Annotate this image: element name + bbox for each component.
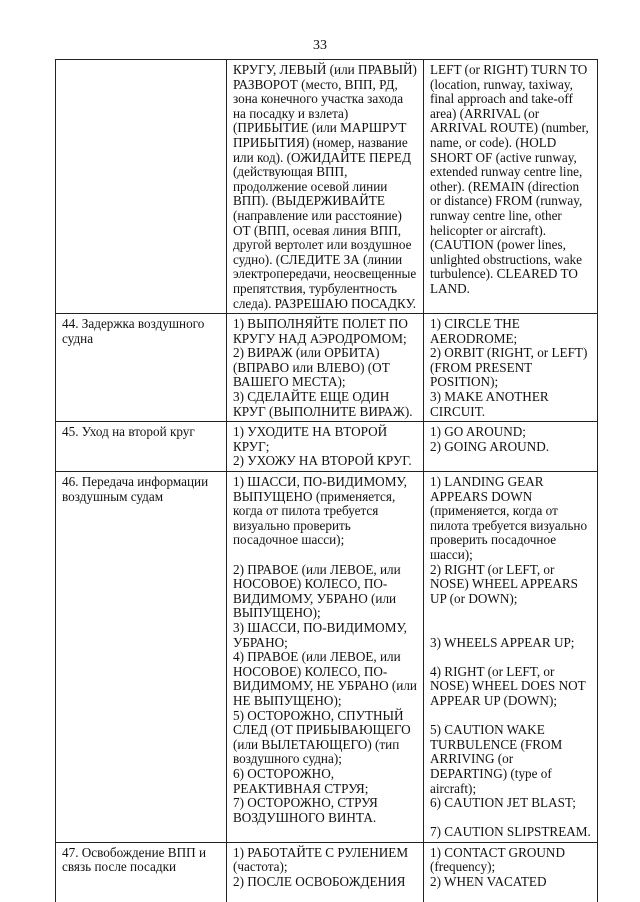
russian-phrase-cell: [227, 60, 424, 314]
phrase-text: 3) ШАССИ, ПО-ВИДИМОМУ, УБРАНО;: [233, 621, 418, 650]
english-phrase-cell: [424, 422, 598, 472]
phrase-text: 1) CONTACT GROUND (frequency);: [430, 846, 592, 875]
topic-cell: [56, 842, 227, 902]
table-row: [56, 314, 598, 422]
phrase-text: 7) CAUTION SLIPSTREAM.: [430, 825, 592, 840]
phrase-text: 2) WHEN VACATED: [430, 875, 592, 890]
russian-phrase-cell: [227, 472, 424, 843]
phrase-text: 1) УХОДИТЕ НА ВТОРОЙ КРУГ;: [233, 425, 418, 454]
phrase-text: 2) ПРАВОЕ (или ЛЕВОЕ, или НОСОВОЕ) КОЛЕСО, ПО-ВИДИМОМУ, УБРАНО (или ВЫПУЩЕНО);: [233, 563, 418, 621]
phrase-text: 2) УХОЖУ НА ВТОРОЙ КРУГ.: [233, 454, 418, 469]
russian-phrase-cell: [227, 842, 424, 902]
phrase-text: 2) ВИРАЖ (или ОРБИТА) (ВПРАВО или ВЛЕВО) (ОТ ВАШЕГО МЕСТА);: [233, 346, 418, 390]
table-row: [56, 60, 598, 314]
russian-phrase-cell: [227, 314, 424, 422]
phrase-text: 4) RIGHT (or LEFT, or NOSE) WHEEL DOES NOT APPEAR UP (DOWN);: [430, 665, 592, 709]
topic-text: 44. Задержка воздушного судна: [62, 317, 221, 346]
phrase-text: 2) RIGHT (or LEFT, or NOSE) WHEEL APPEARS UP (or DOWN);: [430, 563, 592, 607]
phrase-text: 1) LANDING GEAR APPEARS DOWN (применяется, когда от пилота требуется визуально проверить посадочное шасси);: [430, 475, 592, 563]
phrase-text: 1) GO AROUND;: [430, 425, 592, 440]
phrase-text: 1) РАБОТАЙТЕ С РУЛЕНИЕМ (частота);: [233, 846, 418, 875]
topic-cell: [56, 60, 227, 314]
phrase-text: 1) CIRCLE THE AERODROME;: [430, 317, 592, 346]
phrase-text: LEFT (or RIGHT) TURN TO (location, runway, taxiway, final approach and take-off area) (ARRIVAL (or ARRIVAL ROUTE) (number, name, or code). (HOLD SHORT OF (active runway, extended runway centre line, other). (REMAIN (direction or distance) FROM (runway, runway centre line, other helicopter or aircraft). (CAUTION (power lines, unlighted obstructions, wake turbulence). CLEARED TO LAND.: [430, 63, 592, 297]
page-number: 33: [0, 38, 640, 54]
phrase-text: КРУГУ, ЛЕВЫЙ (или ПРАВЫЙ) РАЗВОРОТ (место, ВПП, РД, зона конечного участка захода на посадку и взлета) (ПРИБЫТИЕ (или МАРШРУТ ПРИБЫТИЯ) (номер, название или код). (ОЖИДАЙТЕ ПЕРЕД (действующая ВПП, продолжение осевой линии ВПП). (ВЫДЕРЖИВАЙТЕ (направление или расстояние) ОТ (ВПП, осевая линия ВПП, другой вертолет или воздушное судно). (СЛЕДИТЕ ЗА (линии электропередачи, неосвещенные препятствия, турбулентность следа). РАЗРЕШАЮ ПОСАДКУ.: [233, 63, 418, 311]
phrase-text: 2) ПОСЛЕ ОСВОБОЖДЕНИЯ: [233, 875, 418, 890]
topic-text: 47. Освобождение ВПП и связь после посадки: [62, 846, 221, 875]
phrase-text: 6) CAUTION JET BLAST;: [430, 796, 592, 811]
phrase-text: 4) ПРАВОЕ (или ЛЕВОЕ, или НОСОВОЕ) КОЛЕСО, ПО-ВИДИМОМУ, НЕ УБРАНО (или НЕ ВЫПУЩЕНО);: [233, 650, 418, 708]
phrase-text: 3) WHEELS APPEAR UP;: [430, 636, 592, 651]
english-phrase-cell: [424, 842, 598, 902]
russian-phrase-cell: [227, 422, 424, 472]
topic-text: 45. Уход на второй круг: [62, 425, 221, 440]
table-row: [56, 842, 598, 902]
topic-text: 46. Передача информации воздушным судам: [62, 475, 221, 504]
phrase-text: [430, 606, 592, 621]
phrase-text: [430, 811, 592, 826]
english-phrase-cell: [424, 472, 598, 843]
phrase-text: 5) CAUTION WAKE TURBULENCE (FROM ARRIVING (or DEPARTING) (type of aircraft);: [430, 723, 592, 796]
table-body: [56, 60, 598, 902]
phrase-text: 1) ШАССИ, ПО-ВИДИМОМУ, ВЫПУЩЕНО (применяется, когда от пилота требуется визуально проверить посадочное шасси);: [233, 475, 418, 548]
english-phrase-cell: [424, 314, 598, 422]
phrase-text: 2) ORBIT (RIGHT, or LEFT) (FROM PRESENT POSITION);: [430, 346, 592, 390]
phrase-text: [430, 650, 592, 665]
phrase-text: [430, 621, 592, 636]
phrase-text: 1) ВЫПОЛНЯЙТЕ ПОЛЕТ ПО КРУГУ НАД АЭРОДРОМОМ;: [233, 317, 418, 346]
phrase-text: [233, 548, 418, 563]
table-row: [56, 422, 598, 472]
english-phrase-cell: [424, 60, 598, 314]
topic-cell: [56, 472, 227, 843]
phrase-text: 3) СДЕЛАЙТЕ ЕЩЕ ОДИН КРУГ (ВЫПОЛНИТЕ ВИРАЖ).: [233, 390, 418, 419]
phrase-text: 7) ОСТОРОЖНО, СТРУЯ ВОЗДУШНОГО ВИНТА.: [233, 796, 418, 825]
phraseology-table: [55, 59, 598, 902]
phrase-text: 5) ОСТОРОЖНО, СПУТНЫЙ СЛЕД (ОТ ПРИБЫВАЮЩЕГО (или ВЫЛЕТАЮЩЕГО) (тип воздушного судна);: [233, 709, 418, 767]
topic-cell: [56, 422, 227, 472]
phrase-text: 6) ОСТОРОЖНО, РЕАКТИВНАЯ СТРУЯ;: [233, 767, 418, 796]
phrase-text: [430, 709, 592, 724]
phrase-text: 2) GOING AROUND.: [430, 440, 592, 455]
phrase-text: 3) MAKE ANOTHER CIRCUIT.: [430, 390, 592, 419]
table-row: [56, 472, 598, 843]
topic-cell: [56, 314, 227, 422]
